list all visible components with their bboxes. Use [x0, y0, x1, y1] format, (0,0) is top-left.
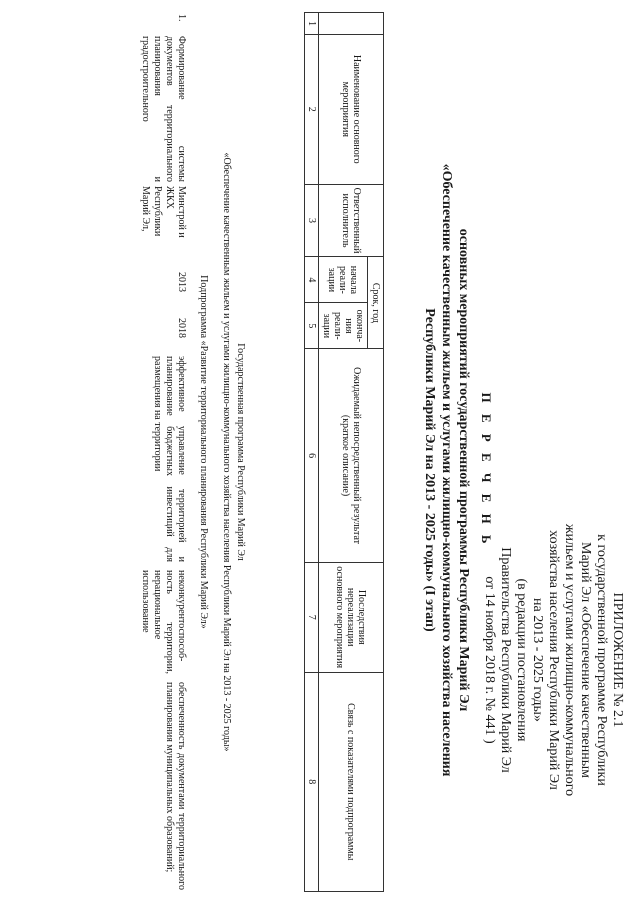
appendix-line: Правительства Республики Марий Эл	[498, 547, 513, 773]
appendix-line: хозяйства населения Республики Марий Эл	[546, 530, 561, 790]
title-line: Республики Марий Эл на 2013 - 2025 годы» (I этап)	[422, 308, 437, 632]
row-number: 1.	[176, 14, 187, 22]
column-number: 4	[305, 257, 319, 303]
column-number: 3	[305, 184, 319, 257]
header-term: Срок, год	[368, 257, 384, 349]
header-num	[319, 13, 384, 35]
program-full-name: «Обеспечение качественным жильем и услугами жилищно-коммунального хозяйства населения Республики Марий Эл на 2013 - 2025 годы»	[221, 152, 232, 752]
column-number: 7	[305, 562, 319, 672]
title-heading: П Е Р Е Ч Е Н Ь	[479, 392, 494, 548]
column-number: 1	[305, 13, 319, 35]
header-executor: Ответственный исполнитель	[319, 184, 384, 257]
column-number: 2	[305, 34, 319, 184]
appendix-line: от 14 ноября 2018 г. № 441 )	[482, 576, 497, 744]
appendix-line: Марий Эл «Обеспечение качественным	[578, 542, 593, 778]
header-link: Связь с показателями подпрограммы	[319, 672, 384, 891]
appendix-line: ПРИЛОЖЕНИЕ № 2.1	[610, 592, 625, 728]
measures-table	[304, 12, 384, 892]
program-title: Государственная программа Республики Марий Эл	[235, 343, 246, 561]
column-number: 6	[305, 349, 319, 562]
header-end: оконча-ния реали-зации	[319, 303, 368, 349]
appendix-line: на 2013 - 2025 годы»	[530, 598, 545, 722]
header-consequences: Последствия нереализации основного мероприятия	[319, 562, 384, 672]
title-line: «Обеспечение качественным жильем и услугами жилищно-коммунального хозяйства населения	[439, 163, 454, 777]
row-link: обеспеченность документами территориального планирования муниципальных образований;	[164, 682, 187, 890]
row-result: эффективное управление территорией и планирование бюджетных инвестиций для размещения на территории	[152, 356, 187, 562]
header-name: Наименование основного мероприятия	[319, 34, 384, 184]
appendix-line: (в редакции постановления	[514, 578, 529, 742]
column-number: 5	[305, 303, 319, 349]
title-line: основных мероприятий государственной программы Республики Марий Эл	[456, 228, 471, 712]
header-result: Ожидаемый непосредственный результат (краткое описание)	[319, 349, 384, 562]
row-executor: Минстрой и ЖКХ Республики Марий Эл,	[140, 186, 187, 238]
row-end: 2018	[176, 318, 187, 338]
row-start: 2013	[176, 272, 187, 292]
column-number: 8	[305, 672, 319, 891]
header-start: начала реали-зации	[319, 257, 368, 303]
appendix-line: жильем и услугами жилищно-коммунального	[562, 523, 577, 797]
row-name: Формирование системы документов территориального планирования и градостроительного	[140, 36, 187, 182]
document-title	[421, 40, 494, 900]
row-consequences: неконкурентоспособ-ность территории, нерациональное использование	[140, 570, 187, 674]
subprogram-title: Подпрограмма «Развитие территориального планирования Республики Марий Эл»	[198, 275, 209, 629]
appendix-block	[481, 445, 625, 875]
appendix-line: к государственной программе Республики	[594, 534, 609, 786]
